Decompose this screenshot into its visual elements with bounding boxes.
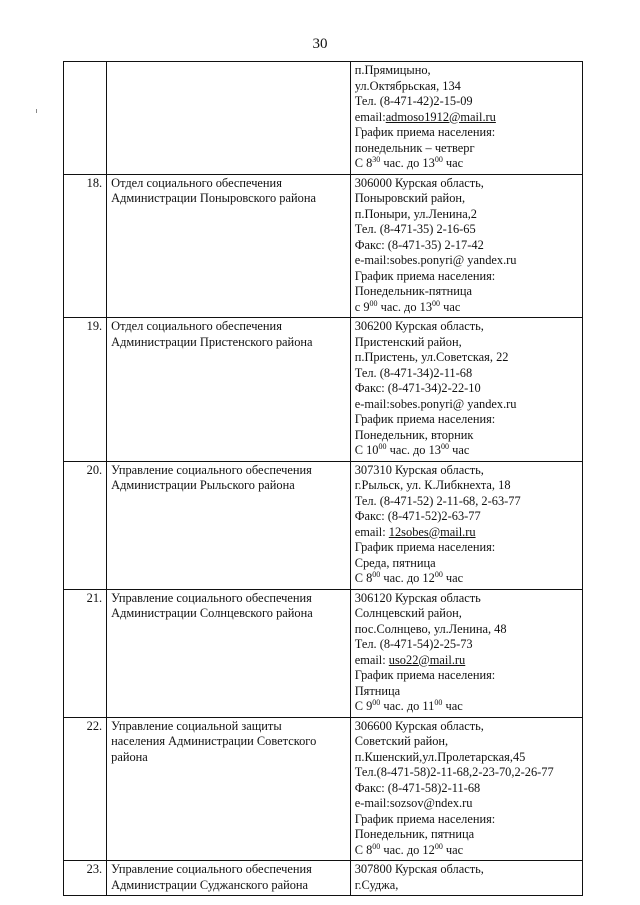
email-address[interactable]: uso22@mail.ru (388, 652, 466, 667)
department-name-line: Администрации Рыльского района (111, 478, 295, 492)
table-row (64, 174, 583, 318)
contact-cell (350, 62, 582, 175)
email-label: email: (354, 524, 389, 539)
department-cell (107, 717, 351, 861)
reception-hours (355, 156, 578, 172)
scan-artifact (36, 109, 37, 113)
address-line: 306600 Курская область, (354, 718, 484, 733)
hours-from: 8 (366, 842, 373, 857)
department-name-line: Администрации Поныровского района (111, 191, 316, 205)
hours-from: 9 (366, 699, 373, 713)
schedule-line: График приема населения: (354, 268, 496, 283)
table-body (64, 62, 583, 896)
minutes-from: 00 (372, 841, 381, 851)
address-line: Тел. (8-471-35) 2-16-65 (354, 222, 476, 236)
address-line: Тел. (8-471-42)2-15-09 (354, 94, 473, 108)
department-name-line: населения Администрации Советского (111, 734, 317, 748)
hours-from: 10 (366, 443, 379, 457)
email-line (355, 525, 578, 541)
contact-cell (350, 174, 582, 318)
hours-from: 9 (363, 299, 370, 314)
department-name-line: Управление социального обеспечения (111, 862, 312, 876)
address-line: п.Пристень, ул.Советская, 22 (354, 350, 509, 364)
address-line: п.Поныри, ул.Ленина,2 (354, 206, 478, 221)
minutes-to: 00 (434, 841, 443, 851)
hours-to: 11 (422, 699, 435, 713)
reception-hours (355, 699, 578, 715)
department-cell (107, 589, 351, 717)
address-line: 307310 Курская область, (354, 462, 484, 477)
department-cell (107, 461, 351, 589)
hours-from: 8 (366, 156, 373, 170)
hours-prefix: С (354, 699, 367, 713)
hours-separator: час. до (380, 156, 423, 170)
email-label: e-mail: (354, 796, 390, 810)
address-line: Факс: (8-471-34)2-22-10 (354, 381, 481, 395)
hours-prefix: С (354, 842, 367, 857)
hours-suffix: час (442, 699, 463, 713)
address-line: Тел. (8-471-34)2-11-68 (354, 365, 473, 380)
email-label: email: (354, 652, 389, 667)
hours-suffix: час (442, 842, 464, 857)
hours-suffix: час (449, 443, 470, 457)
department-cell (107, 62, 351, 175)
department-name-line: Управление социального обеспечения (111, 590, 312, 605)
schedule-line: График приема населения: (354, 125, 496, 139)
schedule-line: График приема населения: (354, 412, 496, 426)
address-line: Факс: (8-471-58)2-11-68 (354, 780, 481, 795)
table-row (64, 461, 583, 589)
email-label: e-mail: (354, 253, 390, 267)
hours-suffix: час (440, 299, 461, 314)
contact-cell (350, 861, 582, 896)
hours-prefix: С (354, 156, 367, 170)
hours-prefix: С (354, 443, 367, 457)
minutes-to: 00 (432, 298, 441, 308)
address-line: Факс: (8-471-52)2-63-77 (354, 509, 481, 523)
address-line: Советский район, (354, 734, 449, 748)
table-row (64, 861, 583, 896)
schedule-line: Понедельник-пятница (354, 284, 473, 298)
address-line: Факс: (8-471-35) 2-17-42 (354, 237, 484, 252)
schedule-line: График приема населения: (354, 540, 496, 554)
hours-suffix: час (442, 156, 464, 170)
schedule-line: График приема населения: (354, 668, 496, 682)
hours-separator: час. до (377, 299, 420, 314)
address-line: ул.Октябрьская, 134 (354, 78, 461, 93)
schedule-line: Понедельник, пятница (354, 827, 475, 841)
address-line: г.Суджа, (354, 877, 399, 892)
email-line (355, 110, 578, 126)
address-line: Пристенский район, (354, 334, 462, 349)
hours-prefix: с (354, 299, 364, 314)
hours-separator: час. до (380, 842, 423, 857)
email-label: e-mail: (354, 396, 390, 411)
hours-prefix: С (354, 571, 367, 585)
minutes-from: 00 (369, 298, 378, 308)
reception-hours (355, 571, 578, 587)
minutes-from: 30 (372, 155, 381, 164)
row-number: 18. (64, 174, 107, 318)
row-number: 21. (64, 589, 107, 717)
email-line (355, 397, 578, 413)
hours-to: 13 (428, 443, 441, 457)
address-line: п.Кшенский,ул.Пролетарская,45 (354, 749, 526, 764)
address-line: 306120 Курская область (354, 590, 481, 605)
address-line: 306200 Курская область, (354, 319, 484, 333)
department-name-line: Администрации Пристенского района (111, 334, 313, 349)
email-line (355, 253, 578, 269)
email-address[interactable]: admoso1912@mail.ru (385, 109, 496, 124)
department-name-line: Отдел социального обеспечения (111, 319, 282, 333)
minutes-from: 00 (372, 698, 381, 707)
department-name-line: Администрации Солнцевского района (111, 606, 313, 620)
table-row (64, 318, 583, 462)
address-line: пос.Солнцево, ул.Ленина, 48 (354, 621, 507, 636)
schedule-line: понедельник – четверг (354, 140, 475, 155)
email-address[interactable]: 12sobes@mail.ru (388, 524, 476, 539)
email-address: sobes.ponyri@ yandex.ru (389, 253, 517, 267)
contact-cell (350, 461, 582, 589)
table-row (64, 62, 583, 175)
minutes-to: 00 (434, 698, 443, 707)
table-row (64, 717, 583, 861)
minutes-from: 00 (372, 570, 381, 579)
email-address: sozsov@ndex.ru (389, 796, 473, 810)
hours-to: 12 (422, 842, 435, 857)
hours-separator: час. до (386, 443, 429, 457)
email-line (355, 796, 578, 812)
schedule-line: Среда, пятница (354, 555, 436, 570)
row-number: 23. (64, 861, 107, 896)
minutes-to: 00 (441, 442, 449, 451)
row-number: 19. (64, 318, 107, 462)
minutes-from: 00 (378, 442, 387, 451)
department-name-line: Управление социальной защиты (111, 718, 282, 733)
table-row (64, 589, 583, 717)
address-line: п.Прямицыно, (354, 63, 431, 77)
department-name-line: Администрации Суджанского района (111, 877, 309, 892)
department-name-line: района (111, 749, 148, 764)
address-line: г.Рыльск, ул. К.Либкнехта, 18 (354, 478, 511, 492)
hours-to: 12 (422, 571, 435, 585)
department-cell (107, 861, 351, 896)
address-line: Тел. (8-471-52) 2-11-68, 2-63-77 (354, 493, 521, 508)
address-line: Солнцевский район, (354, 606, 462, 620)
schedule-line: График приема населения: (354, 811, 496, 826)
row-number: 20. (64, 461, 107, 589)
hours-separator: час. до (380, 571, 423, 585)
page-number: 30 (312, 36, 328, 52)
row-number: 22. (64, 717, 107, 861)
hours-suffix: час (442, 571, 464, 585)
reception-hours (355, 443, 578, 459)
email-line (355, 653, 578, 669)
hours-to: 13 (422, 156, 435, 170)
social-services-table (63, 61, 583, 896)
schedule-line: Понедельник, вторник (354, 427, 474, 442)
minutes-to: 00 (434, 570, 443, 579)
address-line: Тел.(8-471-58)2-11-68,2-23-70,2-26-77 (354, 765, 554, 779)
department-name-line: Управление социального обеспечения (111, 462, 312, 477)
department-cell (107, 318, 351, 462)
contact-cell (350, 318, 582, 462)
reception-hours (355, 843, 578, 859)
schedule-line: Пятница (354, 683, 401, 698)
email-label: email: (354, 109, 386, 124)
hours-separator: час. до (380, 699, 423, 713)
address-line: 307800 Курская область, (354, 862, 484, 876)
address-line: Поныровский район, (354, 191, 466, 205)
row-number (64, 62, 107, 175)
reception-hours (355, 300, 578, 316)
hours-from: 8 (366, 571, 373, 585)
hours-to: 13 (419, 299, 433, 314)
address-line: Тел. (8-471-54)2-25-73 (354, 637, 473, 651)
department-cell (107, 174, 351, 318)
contact-cell (350, 589, 582, 717)
minutes-to: 00 (434, 155, 443, 164)
address-line: 306000 Курская область, (354, 175, 484, 190)
email-address: sobes.ponyri@ yandex.ru (389, 396, 517, 411)
department-name-line: Отдел социального обеспечения (111, 175, 282, 190)
contact-cell (350, 717, 582, 861)
